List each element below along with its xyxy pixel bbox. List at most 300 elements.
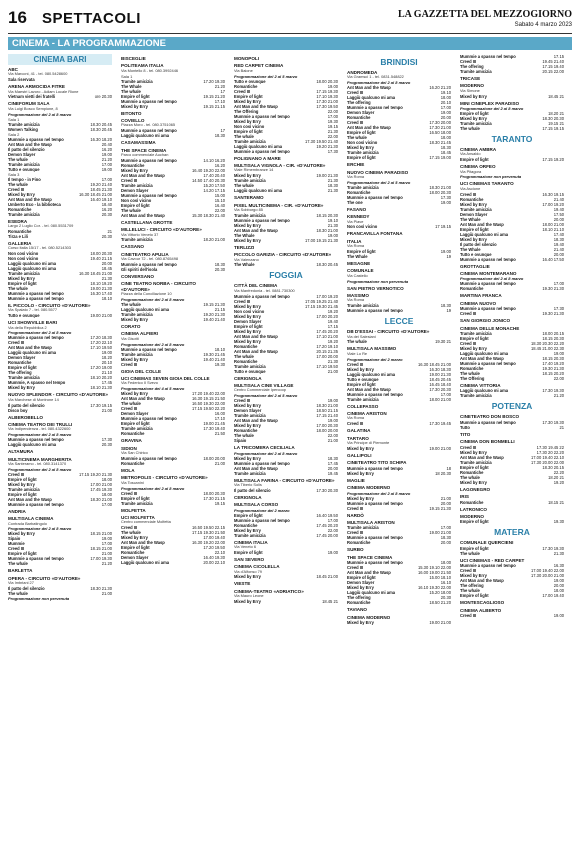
film-title: Mummie a spasso nel tempo <box>347 194 403 200</box>
cinema-name: MILLELUCI - CIRCUITO «D'AUTORE» <box>121 227 202 233</box>
film-title: Creed III <box>460 612 477 618</box>
cinema-name: CINEMA CICOLELLA <box>234 564 280 570</box>
film-title: Ant Man and the Wasp <box>121 172 165 178</box>
showtimes: 18.45 21.00 22.30 <box>530 346 564 352</box>
film-title: Mixed by Erry <box>8 385 35 391</box>
film-title: Mixed by Erry <box>234 222 261 228</box>
film-title: Romantiche <box>121 460 145 466</box>
showtimes: 19.40 <box>327 318 338 324</box>
showtime-row <box>460 69 564 74</box>
film-title: Tramite amicizia <box>8 211 40 217</box>
film-title: Mixed by Erry <box>347 495 374 501</box>
cinema-name: TARTARO <box>347 435 369 441</box>
showtimes: 19.00 <box>440 110 451 116</box>
film-title: Ant Man and the Wasp <box>347 85 391 91</box>
showtime-row <box>121 213 225 218</box>
showtimes: 18.20 21 <box>548 474 564 480</box>
showtimes: 17.00 20.20 <box>316 313 338 319</box>
showtimes: 17.20 22.10 <box>90 340 112 346</box>
cinema-address: Via Roma <box>347 415 365 421</box>
cinema-name: SANTERAMO <box>234 195 264 201</box>
showtimes: 16.40 19.20 22.00 <box>191 167 225 173</box>
city-heading: FOGGIA <box>269 270 303 281</box>
showtimes: 19.00 21.00 <box>429 445 451 451</box>
showtime-row <box>460 393 564 398</box>
showtimes: 17.30 20 22.20 <box>536 449 564 455</box>
cinema-address: Via Sobborgo 85 <box>234 207 263 213</box>
cinema-name: BITONTO <box>121 110 142 116</box>
film-title: Empire of light <box>8 281 37 287</box>
film-title: Creed III <box>121 525 138 531</box>
film-title: Creed III <box>347 120 364 126</box>
showtimes: 17.15 <box>327 323 338 329</box>
film-title: Tramite amicizia <box>121 500 153 506</box>
cinema-name: UCI SHOWVILLE BARI <box>8 320 57 326</box>
showtimes: 17.20 19.00 <box>90 365 112 371</box>
city-heading: BRINDISI <box>380 57 418 67</box>
showtimes: 17.30 <box>101 437 112 443</box>
film-title: Mixed by Erry <box>234 328 261 334</box>
film-title: Romantiche <box>347 115 371 121</box>
showtimes: 17.15 19.15 <box>542 126 564 132</box>
film-title: Tramite amicizia <box>121 312 153 318</box>
film-title: Mummie a spasso nel tempo <box>460 361 516 367</box>
showtimes: 16.10 <box>440 580 451 586</box>
film-title: Tramite amicizia <box>234 413 266 419</box>
film-title: Empire of light <box>234 512 263 518</box>
film-title: Creed III <box>347 90 364 96</box>
showtimes: 17.00 <box>553 281 564 287</box>
showtimes: 18.20 <box>101 355 112 361</box>
cinema-name: CINEMA TEATRO DEI TRULLI <box>8 422 73 428</box>
showtimes: 18.15 21.00 <box>90 531 112 537</box>
showtimes: 20.00 <box>101 261 112 267</box>
cinema-name: SAN SEVERO <box>234 556 265 562</box>
showtimes: 19.00 <box>327 83 338 89</box>
showtimes: 18.15 20.30 <box>542 356 564 362</box>
cinema-name: ARENA ARMOCIDA FITRE <box>8 84 65 90</box>
cinema-name: MASSIMO <box>347 293 369 299</box>
showtimes: 19.15 21 <box>548 121 564 127</box>
film-title: Tramite amicizia <box>234 138 266 144</box>
film-title: The Whale <box>460 216 481 222</box>
film-title: Empire of light <box>347 155 376 161</box>
film-title: Gli spiriti dell'isola <box>121 267 158 273</box>
film-title: Ant Man and the Wasp <box>8 196 52 202</box>
page-header <box>8 6 572 34</box>
film-title: Mummie a spasso nel tempo <box>121 262 177 268</box>
showtimes: 17.30 21.00 <box>429 125 451 131</box>
showtimes: 18.10 <box>214 346 225 352</box>
film-title: Demon Slayer <box>8 151 36 157</box>
film-title: Empire of light <box>460 226 489 232</box>
showtimes: ore 20.30 <box>94 94 112 100</box>
film-title: Mummie a spasso nel tempo <box>347 500 403 506</box>
showtimes: 18.45 21.30 <box>90 186 112 192</box>
cinema-name: BISCEGLIE <box>121 56 146 61</box>
film-title: The offering <box>347 100 371 106</box>
film-title: Romantiche <box>8 360 32 366</box>
film-title: The whale <box>460 474 480 480</box>
showtimes: 17.40 <box>553 231 564 237</box>
film-title: Mixed by Erry <box>234 455 261 461</box>
film-title: The whale <box>460 550 480 556</box>
film-title: The offering <box>347 595 371 601</box>
cinema-address: Via della Repubblica 2 <box>8 324 47 330</box>
film-title: Mixed by Erry <box>234 338 261 344</box>
showtimes: 16.00 <box>214 411 225 417</box>
showtimes: 17.30 21.00 <box>316 98 338 104</box>
film-title: Mixed by Erry <box>8 481 35 487</box>
showtime-row <box>234 188 338 193</box>
showtimes: 16.20 <box>101 146 112 152</box>
film-title: Creed III <box>460 311 477 317</box>
film-title: The whale <box>234 353 254 359</box>
showtime-row <box>8 94 112 99</box>
cinema-name: GROTTAGLIE <box>460 263 490 269</box>
cinema-name: UCI MOLFETTA <box>121 514 155 520</box>
film-title: The whale <box>234 433 254 439</box>
film-title: Tutto <box>460 424 470 430</box>
film-title: Mummie a spasso nel tempo <box>347 308 403 314</box>
showtime-row <box>347 254 451 259</box>
cinema-name: FASANO <box>347 206 367 212</box>
cinema-address: Via Cavour 72 - tel. 080.8765498 <box>121 256 179 262</box>
showtimes: 19.00 21.30 <box>90 286 112 292</box>
showtimes: 19.00 21.00 <box>429 530 451 536</box>
film-title: Creed III <box>460 444 477 450</box>
cinema-address: Via Veneto 6 <box>234 544 256 550</box>
showtimes: 18.30 21.00 <box>90 496 112 502</box>
showtimes: 17.00 19.40 22.10 <box>530 454 564 460</box>
programming-note: Programmazione del 2 al 8 marzo <box>8 466 72 472</box>
showtimes: 17.30 20.30 <box>429 386 451 392</box>
showtimes: 16.40 19.30 <box>203 555 225 561</box>
film-title: Mixed by Erry <box>460 449 487 455</box>
film-title: Il tempo - in Fino <box>8 176 41 182</box>
cinema-name: TITO <box>460 431 471 437</box>
showtimes: 17.00 <box>101 501 112 507</box>
cinema-name: COMUNALE QUERCIENI <box>460 540 514 546</box>
showtimes: 19.20 21.30 <box>203 312 225 318</box>
film-title: Mixed by Erry <box>234 237 261 243</box>
showtimes: 21.00 <box>101 407 112 413</box>
programming-note: Programmazione del 2 marzo <box>347 356 403 362</box>
film-title: Ant Man and the Wasp <box>121 212 165 218</box>
showtime-row <box>460 613 564 618</box>
showtimes: 16.30 18.30 <box>429 366 451 372</box>
film-title: Mixed by Erry <box>460 236 487 242</box>
film-title: Ant Man and the Wasp <box>347 570 391 576</box>
film-title: Mixed by Erry <box>234 173 261 179</box>
showtimes: 21.20 <box>101 561 112 567</box>
showtimes: 18.00 <box>101 491 112 497</box>
film-title: Sala riservata <box>8 77 35 83</box>
cinema-name: SURBO <box>347 547 364 553</box>
showtimes: 19.00 <box>101 536 112 542</box>
showtimes: 17.30 19.45 22 <box>536 444 564 450</box>
cinema-name: CASSANO <box>121 244 144 250</box>
listing-column-4 <box>347 54 451 834</box>
showtimes: 19.00 <box>553 578 564 584</box>
showtimes: 17 19.15 <box>435 224 451 230</box>
showtimes: 20.00 <box>553 251 564 257</box>
showtimes: 21.30 <box>327 128 338 134</box>
cinema-name: CINE TEATRO NORBA - CIRCUITO «D'AUTORE» <box>121 281 196 292</box>
film-title: The Whale <box>234 262 255 268</box>
showtimes: 22.10 <box>214 550 225 556</box>
showtimes: 19.45 21.40 <box>542 59 564 64</box>
cinema-name: RED CARPET CINEMA <box>234 63 284 69</box>
film-title: Empire of light <box>234 93 263 99</box>
showtimes: 19.00 <box>327 549 338 555</box>
film-title: The offering <box>460 64 484 69</box>
showtime-row <box>121 237 225 242</box>
film-title: Laggiù qualcuno mi ama <box>347 371 395 377</box>
film-title: Mummie a spasso nel tempo <box>460 306 516 312</box>
showtimes: 17.00 19.40 <box>542 593 564 599</box>
cinema-address: Via Principe di Piemonte <box>347 440 390 446</box>
film-title: Tramite amicizia <box>121 78 153 84</box>
showtimes: 18.30 21.30 <box>90 586 112 592</box>
showtimes: 19.20 21.40 <box>90 181 112 187</box>
showtimes: 20.30 <box>214 267 225 273</box>
showtimes: 19.00 <box>101 151 112 157</box>
showtimes: 18.10 19.20 <box>90 281 112 287</box>
showtimes: 21.50 <box>214 431 225 437</box>
programming-note: Programmazione del 2 al 5 marzo <box>234 73 298 79</box>
showtimes: 17.00 20.00 <box>316 353 338 359</box>
cinema-name: MONOPOLI <box>234 56 260 61</box>
film-title: Mixed by Erry <box>347 619 374 625</box>
film-title: Mixed by Erry <box>234 118 261 124</box>
cinema-address: Via Roma <box>347 174 365 180</box>
film-title: The one <box>347 199 363 205</box>
film-title: Mummie a spasso nel tempo <box>347 535 403 541</box>
showtimes: 16.40 17.50 <box>542 256 564 262</box>
cinema-name: FRANCAVILLA FONTANA <box>347 231 403 237</box>
cinema-name: CINEMA ALBERTO <box>460 607 502 613</box>
showtimes: 16.20 <box>214 162 225 168</box>
film-title: Empire of light <box>234 128 263 134</box>
film-title: The Whale <box>234 232 255 238</box>
showtime-row <box>347 339 451 344</box>
showtimes: 19.00 <box>553 612 564 618</box>
cinema-name: LA TRICOMERA CECILIALA <box>234 445 295 451</box>
film-title: Creed III <box>460 341 477 347</box>
showtimes: 18.00 20.00 <box>203 455 225 461</box>
film-title: Empire of light <box>347 249 376 255</box>
showtimes: 20.30 <box>101 233 112 239</box>
programming-note: Programmazione non pervenuta <box>347 278 409 284</box>
showtime-row <box>8 502 112 507</box>
showtimes: 17.10 21.00 <box>316 333 338 339</box>
showtimes: 18.00 <box>440 560 451 566</box>
film-title: The whale <box>121 530 141 536</box>
film-title: Empire of light <box>347 575 376 581</box>
film-title: The whale <box>8 561 28 567</box>
showtime-row <box>8 313 112 318</box>
cinema-address: Viale Lo Re <box>347 350 368 356</box>
showtimes: 17.10 19.30 <box>316 93 338 99</box>
cinema-address: Via Vittorio Veneto 37 <box>121 231 159 237</box>
showtimes: 18.50 21.20 <box>429 600 451 606</box>
showtimes: 15.00 18.10 <box>429 575 451 581</box>
film-title: Laggiù qualcuno mi ama <box>121 560 169 566</box>
cinema-name: THE SPACE CINEMA <box>347 554 393 560</box>
film-title: The whale <box>8 181 28 187</box>
cinema-name: ANDRIA <box>8 508 26 514</box>
film-title: Tramite amicizia <box>347 303 379 309</box>
showtimes: 19.10 <box>440 90 451 96</box>
cinema-name: CINEMA ITALIA <box>234 539 268 545</box>
film-title: Tramite amicizia <box>234 532 266 538</box>
film-title: Mixed by Erry <box>234 403 261 409</box>
screen-label: Sala 2 <box>8 131 20 137</box>
film-title: Mummie a spasso nel tempo <box>460 563 516 569</box>
film-title: Creed III <box>347 421 364 427</box>
showtime-row <box>347 155 451 160</box>
cinema-name: MULTISALA CINE VILLAGE <box>234 383 294 389</box>
showtimes: 19.00 <box>327 418 338 424</box>
film-title: Mixed by Erry <box>460 201 487 207</box>
film-title: Mummie a spasso nel tempo <box>8 296 64 302</box>
film-title: Laggiù qualcuno mi ama <box>460 231 508 237</box>
film-title: Tramite amicizia <box>460 69 492 74</box>
showtimes: 17.00 19.15 21.30 <box>304 237 338 243</box>
film-title: Tutto e ovunque <box>8 166 40 172</box>
showtime-row <box>347 446 451 451</box>
film-title: Mummie a spasso nel tempo <box>234 517 290 523</box>
film-title: Laggiù qualcuno mi ama <box>460 388 508 394</box>
showtimes: 16.45 18.40 <box>429 381 451 387</box>
film-title: Mummie a spasso nel tempo <box>8 501 64 507</box>
film-title: Creed III <box>347 530 364 536</box>
showtimes: 17.20 19.10 <box>316 343 338 349</box>
showtimes: 17.30 20.00 <box>429 120 451 126</box>
cinema-name: DB D'ESSAI - CIRCUITO «D'AUTORE» <box>347 329 430 335</box>
showtime-row <box>460 420 564 425</box>
showtime-row <box>460 94 564 99</box>
cinema-name: ANDROMEDA <box>347 70 378 75</box>
listing-column-1 <box>8 54 112 834</box>
cinema-name: COVIELLO <box>121 118 145 124</box>
film-title: Ant Man and the Wasp <box>234 418 278 424</box>
film-title: Il patto del silenzio <box>8 402 45 408</box>
film-title: Ant Man and the Wasp <box>460 356 504 362</box>
programming-note: Programmazione del 2 al 8 marzo <box>8 111 72 117</box>
showtime-row <box>8 77 112 82</box>
cinema-name: CASAMASSIMA <box>121 140 156 146</box>
cinema-address: Via Luigi Bosco Sempione, 8 <box>8 105 58 111</box>
film-title: Mummie a spasso nel tempo <box>460 54 516 59</box>
cinema-name: CERIGNOLA <box>234 375 262 381</box>
film-title: Ant Man and the Wasp <box>121 396 165 402</box>
showtimes: 20.30 <box>101 211 112 217</box>
showtimes: 20.15 21.35 <box>316 348 338 354</box>
cinema-name: CINEMA AMBRA <box>460 147 497 153</box>
showtimes: 17 <box>220 128 225 134</box>
programming-note: Programmazione del 4 al 5 marzo <box>121 386 185 392</box>
film-title: Non così vicino <box>234 123 265 129</box>
showtimes: 21.20 <box>101 156 112 162</box>
cinema-address: Via Roma <box>347 297 365 303</box>
film-title: Romantiche <box>121 431 145 437</box>
cinema-address: Corso Italia 15/17 - tel. 080.5214303 <box>8 245 71 251</box>
cinema-address: Via Gramsci 1 - tel. 0831.548822 <box>347 74 404 80</box>
film-title: Ant Man and the Wasp <box>347 386 391 392</box>
showtimes: 18.15 20.30 <box>542 336 564 342</box>
showtimes: 20.15 22.00 <box>542 69 564 74</box>
cinema-address: Via Tiberio Solis <box>234 482 262 488</box>
film-title: Mummie a spasso nel tempo <box>121 416 177 422</box>
showtimes: 16.30 19.15 21.50 <box>191 396 225 402</box>
showtimes: 18.00 20.00 <box>316 428 338 434</box>
film-title: Tramite amicizia <box>8 486 40 492</box>
programming-note: Programmazione del 2 al 8 marzo <box>121 341 185 347</box>
cinema-address: Via dei Salesiani <box>347 333 376 339</box>
showtimes: 18.30 20.30 22.20 <box>530 341 564 347</box>
showtimes: 18.45 21 <box>322 599 338 605</box>
showtime-row <box>8 408 112 413</box>
showtimes: 17.40 20.40 <box>203 172 225 178</box>
showtimes: 19 <box>446 254 451 260</box>
film-title: Non così vicino <box>8 256 39 262</box>
cinema-address: Via Federico II Svevo <box>121 380 158 386</box>
cinema-name: MOLA <box>121 467 135 473</box>
showtimes: 19.00 21.00 <box>90 313 112 319</box>
film-title: Laggiù qualcuno mi ama <box>234 188 282 194</box>
cinema-name: POLIGNANO A MARE <box>234 155 281 161</box>
showtimes: 22.00 <box>214 207 225 213</box>
film-title: Tramite amicizia <box>460 121 492 127</box>
showtimes: 19 <box>446 308 451 314</box>
cinema-name: MODERNO <box>460 83 484 89</box>
cinema-address: Largo 2 Luglio Cor. - tel. 080.5531709 <box>8 223 74 229</box>
film-title: Women Talking <box>8 126 38 132</box>
film-title: Demon Slayer <box>460 211 488 217</box>
film-title: The whale <box>121 302 141 308</box>
showtimes: 18 20.30 <box>435 470 451 476</box>
film-title: Creed III <box>121 406 138 412</box>
showtimes: 17.30 21.15 <box>203 495 225 501</box>
film-title: Laggiù qualcuno mi ama <box>347 95 395 101</box>
showtimes: 16.50 18.00 <box>429 130 451 136</box>
showtimes: 19.15 21.15 <box>203 103 225 109</box>
film-title: The whale <box>121 401 141 407</box>
showtime-row <box>347 421 451 426</box>
film-title: Laggiù qualcuno mi ama <box>8 442 56 448</box>
showtimes: 17.30 <box>553 306 564 312</box>
showtimes: 16.30 <box>553 563 564 569</box>
cinema-name: NUOVO CINEMA PARADISO <box>347 169 409 175</box>
film-title: Tirza e Lili <box>8 233 28 239</box>
showtimes: 19.30 <box>214 361 225 367</box>
film-title: Laggiù qualcuno mi ama <box>460 351 508 357</box>
showtimes: 18.30 20.45 <box>90 121 112 127</box>
film-title: Mixed by Erry <box>8 276 35 282</box>
showtimes: 21.00 <box>101 551 112 557</box>
film-title: Il patto del silenzio <box>460 241 497 247</box>
cinema-name: OPERA - CIRCUITO «D'AUTORE» <box>8 575 81 581</box>
screen-label: Sala 1 <box>121 73 133 79</box>
film-title: Romantiche <box>234 428 258 434</box>
cinema-name: CINEFORUM SALA <box>8 101 50 107</box>
film-title: Mixed by Erry <box>121 103 148 109</box>
cinema-name: POLITEAMA ITALIA <box>121 63 164 69</box>
film-title: Creed III <box>8 546 25 552</box>
programming-note: Programmazione del 2 al 5 marzo <box>234 393 298 399</box>
